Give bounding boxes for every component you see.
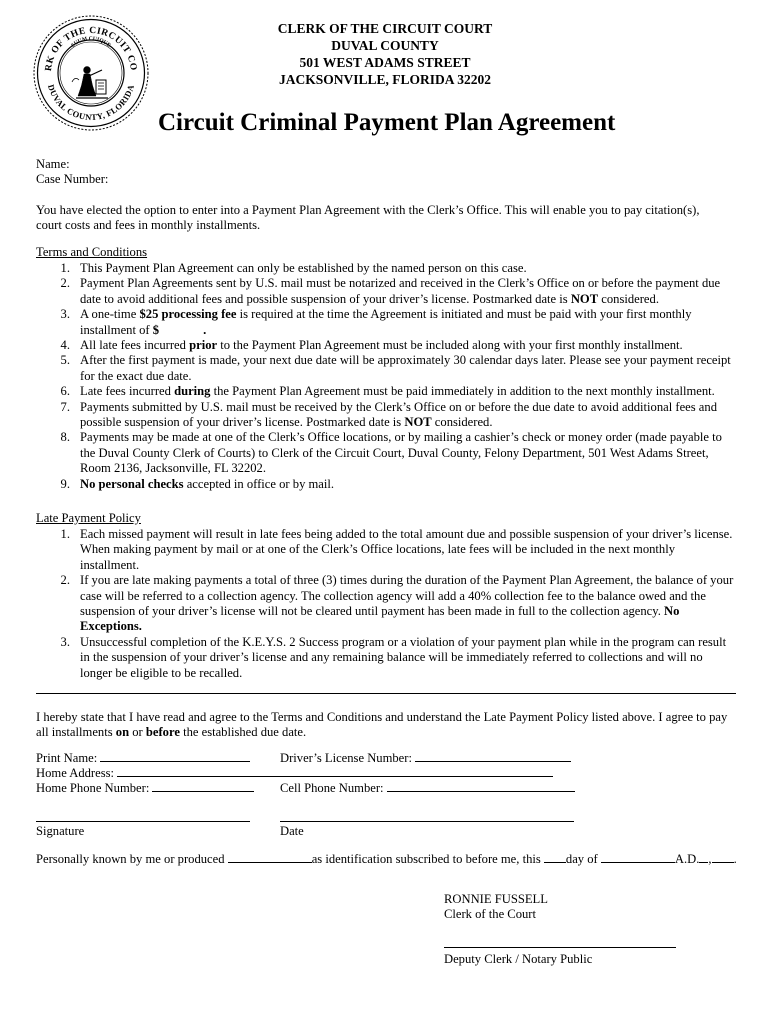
header-county: DUVAL COUNTY (331, 38, 439, 53)
header-street: 501 WEST ADAMS STREET (299, 55, 471, 70)
print-name-field[interactable]: Print Name: (36, 750, 250, 766)
clerk-name: RONNIE FUSSELL (444, 892, 548, 906)
header-office: CLERK OF THE CIRCUIT COURT (277, 21, 493, 36)
case-number-label: Case Number: (36, 172, 109, 186)
home-phone-field[interactable]: Home Phone Number: (36, 780, 254, 796)
cell-phone-field[interactable]: Cell Phone Number: (280, 780, 575, 796)
county-seal (32, 14, 150, 132)
seal-ring-bottom: DUVAL COUNTY, FLORIDA (45, 83, 137, 123)
list-item: 3. A one-time $25 processing fee is required at the time the Agreement is initiated and must be paid with your first monthly installment of $ . (60, 307, 692, 337)
home-address-field[interactable]: Home Address: (36, 765, 553, 781)
list-item: 1. This Payment Plan Agreement can only be established by the named person on this case. (60, 261, 527, 275)
late-policy-list (36, 527, 736, 681)
drivers-license-field[interactable]: Driver’s License Number: (280, 750, 571, 766)
signature-label: Signature (36, 824, 85, 838)
date-line[interactable] (280, 821, 574, 822)
seal-motto: SUUM CUIQUE (70, 35, 112, 49)
late-policy-heading: Late Payment Policy (36, 511, 141, 525)
list-item: 9. No personal checks accepted in office or by mail. (60, 476, 335, 491)
list-item: 5. After the first payment is made, your next due date will be approximately 30 calendar days later. Please see your payment receipt for the exact due date. (60, 353, 731, 383)
seal-ring-top: RK OF THE CIRCUIT CO (43, 25, 139, 72)
list-item: 3. Unsuccessful completion of the K.E.Y.S. 2 Success program or a violation of your payment plan while in the program can result in the suspension of your driver’s license and any remaining balance will be immediately referred to collections and will no longer be eligible to be recalled. (60, 634, 727, 680)
name-label: Name: (36, 157, 70, 171)
section-divider (36, 693, 736, 694)
seal-graphic (32, 14, 150, 132)
notary-statement[interactable]: Personally known by me or produced as identification subscribed to before me, this day of A.D. , . (36, 852, 737, 866)
deputy-clerk-label: Deputy Clerk / Notary Public (444, 952, 593, 966)
list-item: 4. All late fees incurred prior to the Payment Plan Agreement must be included along with your first monthly installment. (60, 338, 683, 353)
clerk-title: Clerk of the Court (444, 907, 536, 921)
terms-heading: Terms and Conditions (36, 245, 148, 259)
list-item: 1. Each missed payment will result in late fees being added to the total amount due and possible suspension of your driver’s license. When making payment by mail or at one of the Clerk’s Office locations, late fees will be included in the next monthly installment. (60, 527, 733, 572)
list-item: 2. Payment Plan Agreements sent by U.S. mail must be notarized and received in the Clerk’s Office on or before the payment due date to avoid additional fees and possible suspension of your driver’s license. Postmarked date is NOT considered. (60, 276, 721, 306)
agreement-statement: I hereby state that I have read and agree to the Terms and Conditions and understand the Late Payment Policy listed above. I agree to pay all installments on or before the established due date. (36, 710, 728, 740)
list-item: 7. Payments submitted by U.S. mail must be received by the Clerk’s Office on or before the due date to avoid additional fees and possible suspension of your driver’s license. Postmarked date is NOT considered. (60, 399, 717, 430)
list-item: 6. Late fees incurred during the Payment Plan Agreement must be paid immediately in addition to the next monthly installment. (60, 384, 715, 399)
date-label: Date (280, 824, 304, 838)
terms-list (36, 261, 736, 492)
list-item: 2. If you are late making payments a total of three (3) times during the duration of the Payment Plan Agreement, the balance of your case will be referred to a collection agency. The collection agency will add a 40% collection fee to the balance owed and the suspension of your driver’s license will not be cleared until payment has been made in full to the collection agency. No Exceptions. (60, 573, 734, 634)
list-item: 8. Payments may be made at one of the Clerk’s Office locations, or by mailing a cashier’s check or money order (made payable to the Duval County Clerk of Courts) to Clerk of the Circuit Court, Duval County, Felony Department, 501 West Adams Street, Room 2136, Jacksonville, FL 32202. (60, 430, 722, 476)
header-city: JACKSONVILLE, FLORIDA 32202 (279, 72, 491, 87)
intro-paragraph: You have elected the option to enter into a Payment Plan Agreement with the Clerk’s Office. This will enable you to pay citation(s), court costs and fees in monthly installments. (36, 203, 700, 233)
page-title: Circuit Criminal Payment Plan Agreement (158, 109, 616, 136)
deputy-signature-line[interactable] (444, 947, 676, 948)
signature-line[interactable] (36, 821, 250, 822)
